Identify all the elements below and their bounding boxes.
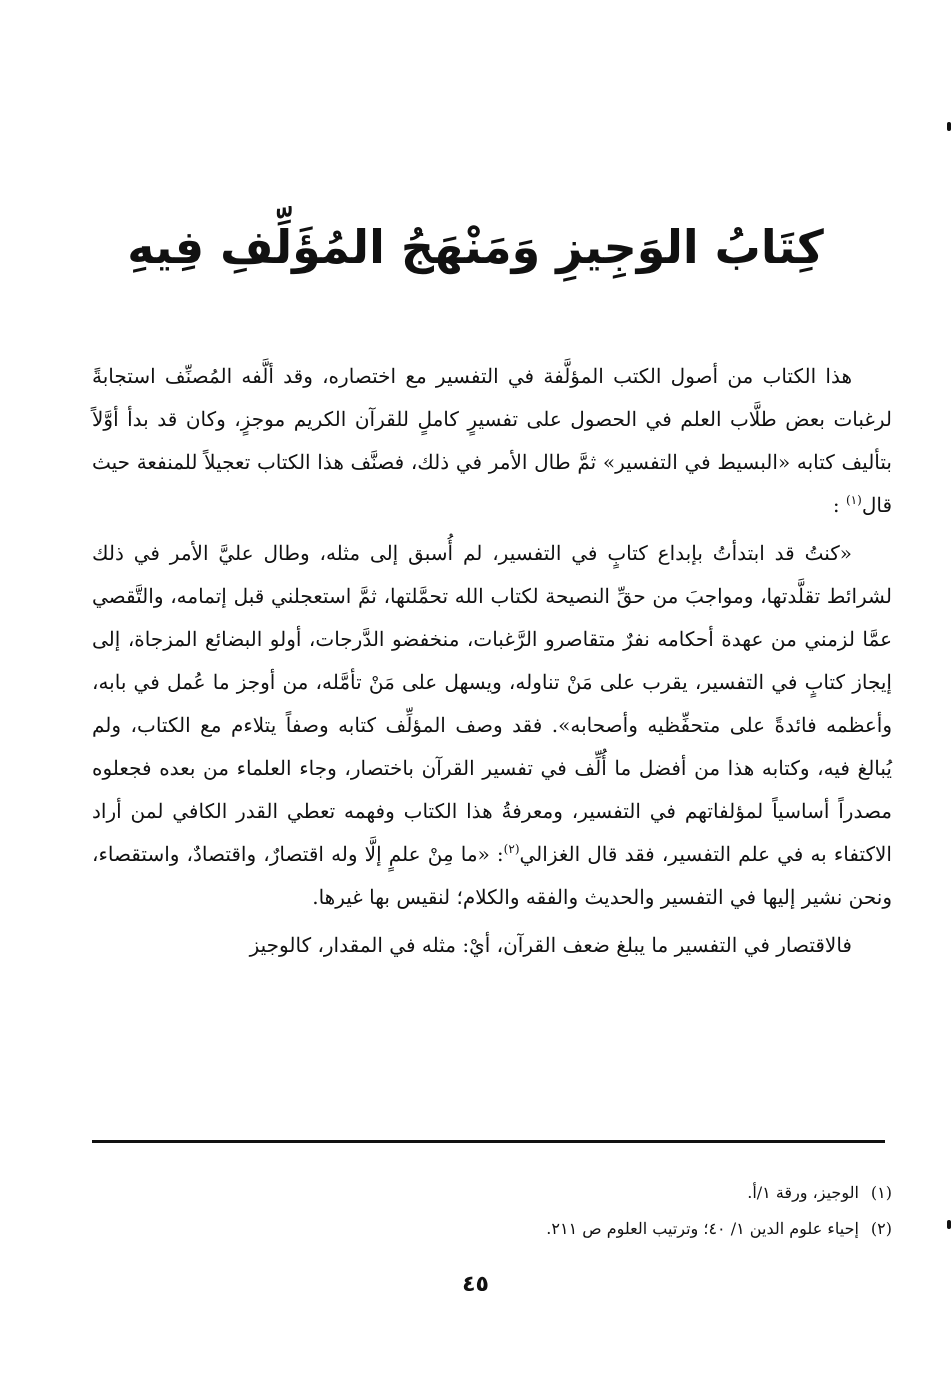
paragraph-quote (92, 532, 892, 919)
paragraph-intro (92, 355, 892, 527)
paragraph-quote-text: «كنتُ قد ابتدأتُ بإبداع كتابٍ في التفسير، لم أُسبق إلى مثله، وطال عليَّ الأمر في ذلك لشرائط تقلَّدتها، ومواجبَ من حقِّ النصيحة لكتاب الله تحمَّلتها، ثمَّ استعجلني قبل إتمامه، والتَّقصي عمَّا لزمني من عهدة أحكامه نفرٌ متقاصرو الرَّغبات، منخفضو الدَّرجات، أولو البضائع المزجاة، إلى إيجاز كتابٍ في التفسير، يقرب على مَنْ تناوله، ويسهل على مَنْ تأمَّله، من أوجز ما عُمل في بابه، وأعظمه فائدةً على متحفِّظيه وأصحابه». فقد وصف المؤلِّف كتابه وصفاً يتلاءم مع الكتاب، ولم يُبالغ فيه، وكتابه هذا من أفضل ما أُلِّف في تفسير القرآن باختصار، وجاء العلماء من بعده فجعلوه مصدراً أساسياً لمؤلفاتهم في التفسير، ومعرفةُ هذا الكتاب وفهمه تعطي القدر الكافي لمن أراد الاكتفاء به في علم التفسير، فقد قال الغزالي (92, 541, 892, 866)
footnote-ref-1[interactable]: (١) (845, 493, 862, 507)
page-number: ٤٥ (462, 1272, 489, 1297)
chapter-title: كِتَابُ الوَجِيزِ وَمَنْهَجُ المُؤَلِّفِ فِيهِ (127, 220, 824, 274)
paragraph-intro-text: هذا الكتاب من أصول الكتب المؤلَّفة في التفسير مع اختصاره، وقد ألَّفه المُصنِّف استجابةً لرغبات بعض طلَّاب العلم في الحصول على تفسيرٍ كاملٍ للقرآن الكريم موجزٍ، وكان قد بدأ أوَّلاً بتأليف كتابه «البسيط في التفسير» ثمَّ طال الأمر في ذلك، فصنَّف هذا الكتاب تعجيلاً للمنفعة حيث قال (92, 364, 892, 517)
scan-mark-bottom (947, 1220, 951, 1229)
body-text (92, 355, 892, 967)
footnote-2-number: (٢) (870, 1219, 892, 1238)
footnote-1-text: الوجيز، ورقة ١/أ. (747, 1183, 859, 1202)
footnotes (92, 1175, 892, 1247)
footnote-divider (92, 1140, 885, 1143)
paragraph-continuation (92, 924, 892, 967)
paragraph-intro-tail: : (832, 493, 840, 517)
paragraph-continuation-text: فالاقتصار في التفسير ما يبلغ ضعف القرآن، أيْ: مثله في المقدار، كالوجيز (249, 933, 852, 957)
scan-mark-top (947, 122, 951, 131)
paragraph-quote-tail: : «ما مِنْ علمٍ إلَّا وله اقتصارٌ، واقتصادٌ، واستقصاء، ونحن نشير إليها في التفسير والحديث والفقه والكلام؛ لنقيس بها غيرها. (92, 842, 892, 909)
footnote-ref-2[interactable]: (٢) (503, 842, 520, 856)
footnote-1 (92, 1175, 892, 1211)
footnote-1-number: (١) (870, 1183, 892, 1202)
footnote-2-text: إحياء علوم الدين ١/ ٤٠؛ وترتيب العلوم ص ٢١١. (546, 1219, 859, 1238)
footnote-2 (92, 1211, 892, 1247)
